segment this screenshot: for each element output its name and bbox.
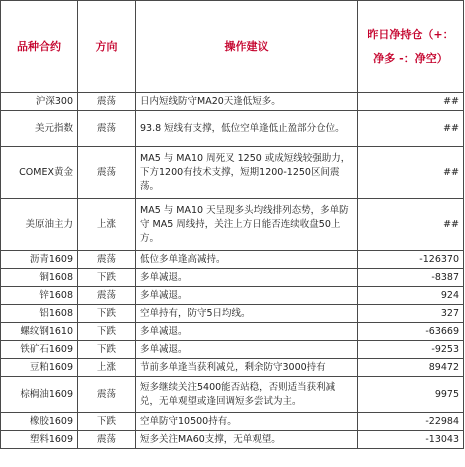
cell-net-position: -9253: [358, 341, 464, 359]
cell-advice: 空单防守10500持有。: [136, 413, 358, 431]
cell-contract: 铝1608: [1, 305, 78, 323]
table-row: [1, 269, 464, 287]
cell-contract: 铁矿石1609: [1, 341, 78, 359]
cell-advice: 多单减退。: [136, 269, 358, 287]
cell-net-position: -13043: [358, 431, 464, 449]
cell-net-position: 327: [358, 305, 464, 323]
cell-direction: 震荡: [78, 287, 136, 305]
cell-net-position: ##: [358, 147, 464, 199]
table-row: [1, 323, 464, 341]
cell-net-position: ##: [358, 111, 464, 147]
table-row: [1, 305, 464, 323]
cell-contract: 橡胶1609: [1, 413, 78, 431]
table-body: [1, 93, 464, 449]
cell-contract: 沥青1609: [1, 251, 78, 269]
cell-contract: 螺纹钢1610: [1, 323, 78, 341]
header-position: 昨日净持仓（+：净多 -：净空）: [358, 1, 464, 93]
table-row: [1, 147, 464, 199]
cell-net-position: ##: [358, 199, 464, 251]
cell-net-position: -8387: [358, 269, 464, 287]
header-row: [1, 1, 464, 93]
cell-direction: 震荡: [78, 147, 136, 199]
cell-contract: COMEX黄金: [1, 147, 78, 199]
cell-net-position: 89472: [358, 359, 464, 377]
cell-contract: 沪深300: [1, 93, 78, 111]
table-row: [1, 111, 464, 147]
cell-direction: 下跌: [78, 305, 136, 323]
cell-net-position: -126370: [358, 251, 464, 269]
cell-net-position: -63669: [358, 323, 464, 341]
cell-contract: 铜1608: [1, 269, 78, 287]
table-row: [1, 199, 464, 251]
cell-advice: 日内短线防守MA20天逢低短多。: [136, 93, 358, 111]
table-row: [1, 287, 464, 305]
cell-advice: 多单减退。: [136, 287, 358, 305]
cell-advice: 短多继续关注5400能否站稳，否则适当获利减兑，无单观望或逢回调短多尝试为主。: [136, 377, 358, 413]
cell-direction: 震荡: [78, 251, 136, 269]
cell-net-position: 924: [358, 287, 464, 305]
table-row: [1, 413, 464, 431]
cell-contract: 棕榈油1609: [1, 377, 78, 413]
cell-advice: 多单减退。: [136, 341, 358, 359]
cell-direction: 下跌: [78, 341, 136, 359]
cell-contract: 锌1608: [1, 287, 78, 305]
cell-advice: 空单持有，防守5日均线。: [136, 305, 358, 323]
cell-direction: 下跌: [78, 413, 136, 431]
cell-advice: MA5 与 MA10 天呈现多头均线排列态势，多单防守 MA5 周线持，关注上方日能否连续收盘50上方。: [136, 199, 358, 251]
cell-net-position: -22984: [358, 413, 464, 431]
cell-direction: 上涨: [78, 359, 136, 377]
cell-direction: 震荡: [78, 111, 136, 147]
header-direction: 方向: [78, 1, 136, 93]
cell-net-position: 9975: [358, 377, 464, 413]
cell-advice: 节前多单逢当获利减兑，剩余防守3000持有: [136, 359, 358, 377]
cell-advice: 短多关注MA60支撑，无单观望。: [136, 431, 358, 449]
table-row: [1, 93, 464, 111]
table-row: [1, 251, 464, 269]
cell-advice: 多单减退。: [136, 323, 358, 341]
cell-direction: 下跌: [78, 323, 136, 341]
cell-advice: 93.8 短线有支撑，低位空单逢低止盈部分仓位。: [136, 111, 358, 147]
cell-contract: 美元指数: [1, 111, 78, 147]
cell-contract: 豆粕1609: [1, 359, 78, 377]
cell-net-position: ##: [358, 93, 464, 111]
cell-contract: 美原油主力: [1, 199, 78, 251]
table-row: [1, 359, 464, 377]
cell-advice: 低位多单逢高减持。: [136, 251, 358, 269]
cell-direction: 震荡: [78, 377, 136, 413]
table-row: [1, 431, 464, 449]
cell-direction: 震荡: [78, 93, 136, 111]
cell-direction: 上涨: [78, 199, 136, 251]
header-advice: 操作建议: [136, 1, 358, 93]
table-row: [1, 341, 464, 359]
table-row: [1, 377, 464, 413]
cell-direction: 震荡: [78, 431, 136, 449]
cell-advice: MA5 与 MA10 周死叉 1250 或成短线较强助力，下方1200有技术支撑，短期1200-1250区间震荡。: [136, 147, 358, 199]
cell-contract: 塑料1609: [1, 431, 78, 449]
cell-direction: 下跌: [78, 269, 136, 287]
header-name: 品种合约: [1, 1, 78, 93]
